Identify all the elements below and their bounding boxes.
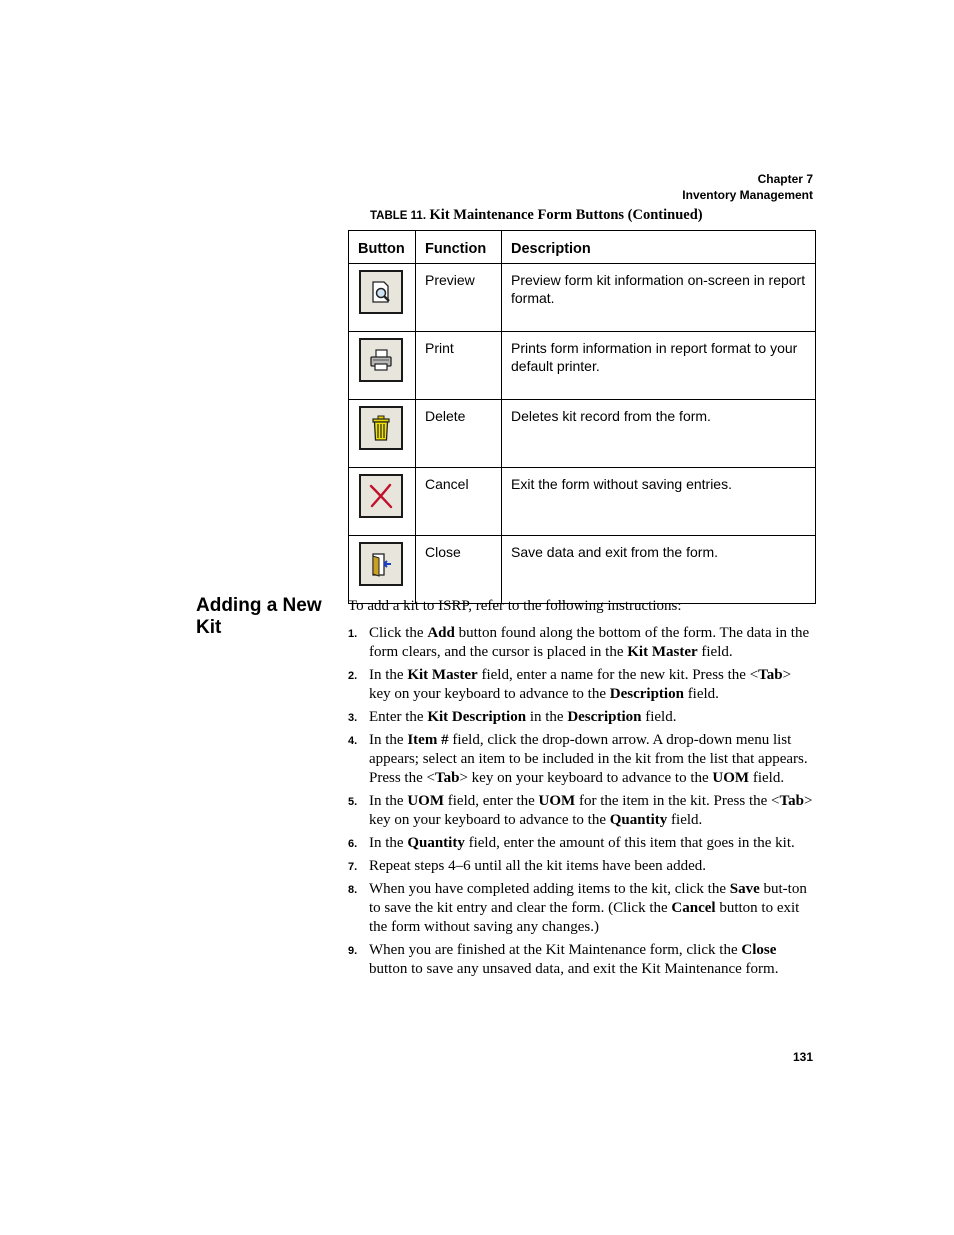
step-emphasis: Cancel	[671, 900, 716, 916]
section-heading: Adding a New Kit	[196, 595, 322, 638]
step-emphasis: Kit Description	[427, 709, 527, 725]
table-row	[349, 400, 816, 468]
print-button-image	[359, 338, 403, 382]
table-header-row	[349, 231, 816, 264]
table-row	[349, 264, 816, 332]
header-function: Function	[416, 231, 502, 264]
print-icon	[366, 345, 396, 375]
table-row	[349, 468, 816, 536]
description-cell: Exit the form without saving entries.	[502, 468, 816, 536]
cancel-x-icon	[366, 481, 396, 511]
exit-door-icon	[366, 549, 396, 579]
chapter-label: Chapter 7	[757, 172, 813, 186]
instruction-steps	[348, 624, 814, 983]
trash-icon	[366, 413, 396, 443]
step-emphasis: UOM	[407, 793, 444, 809]
step-emphasis: Description	[609, 686, 684, 702]
step-item: 3. Enter the Kit Description in the Description field.	[348, 708, 814, 727]
step-number: 7.	[348, 861, 358, 873]
preview-button-image	[359, 270, 403, 314]
step-emphasis: Tab	[434, 770, 460, 786]
function-cell: Close	[416, 536, 502, 604]
step-item: 5. In the UOM field, enter the UOM for the item in the kit. Press the <Tab> key on your keyboard to advance to the Quantity field.	[348, 793, 813, 828]
step-emphasis: Tab	[779, 793, 804, 809]
step-item: 1. Click the Add button found along the bottom of the form. The data in the form clears, and the cursor is placed in the Kit Master field.	[348, 625, 810, 660]
function-cell: Delete	[416, 400, 502, 468]
step-emphasis: Quantity	[609, 812, 668, 828]
step-number: 1.	[348, 628, 358, 640]
step-emphasis: Kit Master	[407, 667, 478, 683]
button-cell	[349, 536, 416, 604]
step-emphasis: UOM	[712, 770, 750, 786]
table-row	[349, 536, 816, 604]
button-cell	[349, 400, 416, 468]
step-number: 3.	[348, 712, 358, 724]
step-emphasis: Description	[567, 709, 642, 725]
page-number: 131	[792, 1050, 813, 1064]
chapter-title: Inventory Management	[682, 188, 813, 202]
description-cell: Prints form information in report format to your default printer.	[502, 332, 816, 400]
step-number: 4.	[348, 735, 358, 747]
step-emphasis: Save	[729, 881, 760, 897]
step-emphasis: Add	[427, 625, 455, 641]
step-number: 6.	[348, 838, 358, 850]
step-number: 5.	[348, 796, 358, 808]
step-emphasis: Kit Master	[627, 644, 698, 660]
step-emphasis: UOM	[538, 793, 576, 809]
step-number: 8.	[348, 884, 358, 896]
running-header	[682, 171, 813, 203]
button-cell	[349, 332, 416, 400]
header-description: Description	[502, 231, 816, 264]
preview-icon	[366, 277, 396, 307]
table-caption-title: Kit Maintenance Form Buttons (Continued)	[429, 207, 703, 223]
step-emphasis: Close	[741, 942, 777, 958]
step-number: 9.	[348, 945, 358, 957]
kit-buttons-table	[348, 230, 816, 604]
step-item: 4. In the Item # field, click the drop-down arrow. A drop-down menu list appears; select an item to be included in the kit from the list that appears. Press the <Tab> key on your keyboard to advance to the UOM field.	[348, 732, 808, 786]
delete-button-image	[359, 406, 403, 450]
button-cell	[349, 264, 416, 332]
step-item: 7. Repeat steps 4–6 until all the kit items have been added.	[348, 857, 814, 876]
description-cell: Preview form kit information on-screen in report format.	[502, 264, 816, 332]
cancel-button-image	[359, 474, 403, 518]
function-cell: Preview	[416, 264, 502, 332]
step-emphasis: Item #	[407, 732, 449, 748]
table-caption	[370, 206, 703, 225]
close-button-image	[359, 542, 403, 586]
table-row	[349, 332, 816, 400]
section-intro: To add a kit to ISRP, refer to the following instructions:	[348, 598, 682, 614]
step-item: 9. When you are finished at the Kit Maintenance form, click the Close button to save any unsaved data, and exit the Kit Maintenance form.	[348, 942, 779, 977]
step-item: 6. In the Quantity field, enter the amount of this item that goes in the kit.	[348, 834, 814, 853]
step-item: 8. When you have completed adding items to the kit, click the Save but-ton to save the kit entry and clear the form. (Click the Cancel button to exit the form without saving any changes.)	[348, 881, 807, 935]
header-button: Button	[349, 231, 416, 264]
description-cell: Deletes kit record from the form.	[502, 400, 816, 468]
function-cell: Cancel	[416, 468, 502, 536]
table-caption-label: TABLE 11.	[370, 210, 427, 222]
step-item: 2. In the Kit Master field, enter a name for the new kit. Press the <Tab> key on your keyboard to advance to the Description field.	[348, 667, 792, 702]
step-emphasis: Quantity	[407, 835, 465, 851]
step-number: 2.	[348, 670, 358, 682]
step-emphasis: Tab	[758, 667, 783, 683]
description-cell: Save data and exit from the form.	[502, 536, 816, 604]
button-cell	[349, 468, 416, 536]
function-cell: Print	[416, 332, 502, 400]
